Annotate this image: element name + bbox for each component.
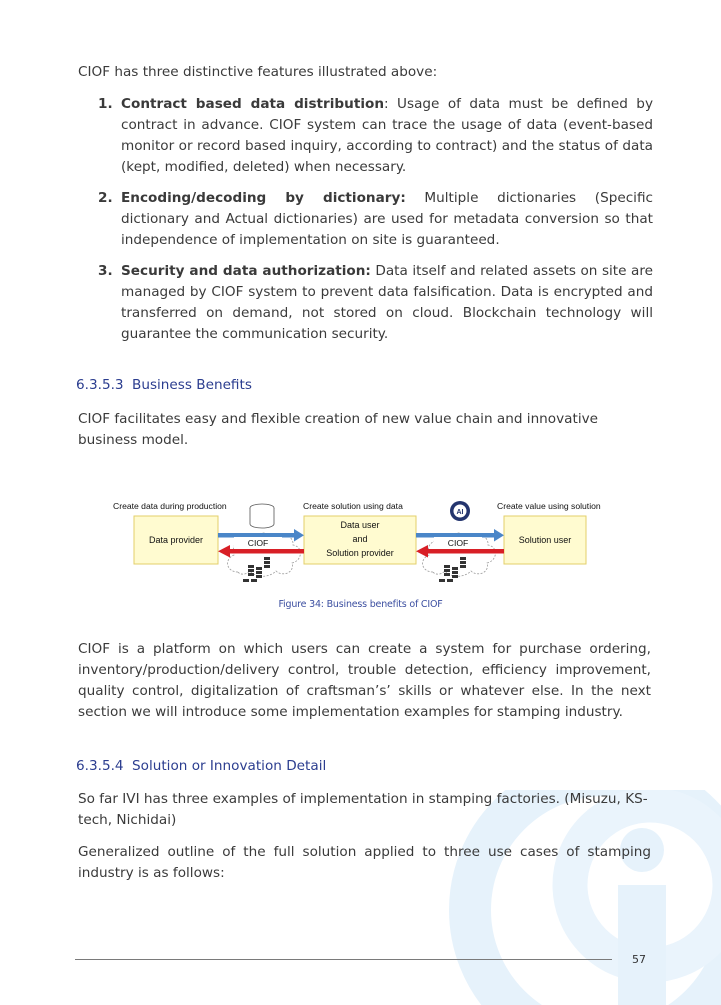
section-heading-business-benefits	[76, 377, 252, 393]
feature-title: Contract based data distribution	[121, 96, 384, 112]
feature-text: Multiple dictionaries (Specific dictionary and Actual dictionaries) are used for metadata conversion so that independence of implementation on site is guaranteed.	[121, 190, 653, 248]
figure-label-right: Create value using solution	[497, 501, 601, 511]
feature-item	[98, 188, 653, 251]
intro-paragraph: CIOF has three distinctive features illustrated above:	[78, 64, 438, 80]
feature-text: : Usage of data must be defined by contract in advance. CIOF system can trace the usage of data (event-based monitor or record based inquiry, according to contract) and the status of data (kept, modified, deleted) when necessary.	[121, 96, 653, 175]
data-user-label-line2: and	[352, 534, 368, 544]
outline-paragraph: Generalized outline of the full solution applied to three use cases of stamping industry is as follows:	[78, 844, 651, 881]
feature-number: 3.	[98, 263, 113, 279]
section-title: Business Benefits	[132, 377, 252, 393]
figure-label-left: Create data during production	[113, 501, 227, 511]
features-list	[98, 94, 653, 345]
section-heading-solution-detail	[76, 758, 326, 774]
ciof-right-label: CIOF	[447, 538, 469, 548]
solution-user-label: Solution user	[518, 535, 572, 545]
data-user-label-line1: Data user	[340, 520, 380, 530]
platform-paragraph: CIOF is a platform on which users can create a system for purchase ordering, inventory/production/delivery control, trouble detection, efficiency improvement, quality control, digitalization of craftsman’s’ skills or whatever else. In the next section we will introduce some implementation examples for stamping industry.	[78, 641, 651, 720]
section-number: 6.3.5.4	[76, 758, 124, 774]
business-benefits-figure	[108, 497, 618, 597]
feature-number: 2.	[98, 190, 113, 206]
feature-item	[98, 94, 653, 178]
page-number: 57	[632, 953, 646, 966]
section-title: Solution or Innovation Detail	[132, 758, 327, 774]
feature-number: 1.	[98, 96, 113, 112]
examples-paragraph: So far IVI has three examples of implementation in stamping factories. (Misuzu, KS-tech, Nichidai)	[78, 791, 648, 828]
ai-label: AI	[456, 509, 464, 516]
feature-title: Encoding/decoding by dictionary:	[121, 190, 406, 206]
footer-divider	[75, 959, 612, 960]
benefits-paragraph: CIOF facilitates easy and flexible creation of new value chain and innovative business model.	[78, 411, 599, 448]
database-icon	[250, 504, 274, 528]
figure-caption: Figure 34: Business benefits of CIOF	[278, 599, 443, 610]
section-number: 6.3.5.3	[76, 377, 124, 393]
ciof-left-label: CIOF	[247, 538, 269, 548]
data-provider-label: Data provider	[148, 535, 204, 545]
data-user-label-line3: Solution provider	[326, 548, 394, 558]
feature-text: Data itself and related assets on site are managed by CIOF system to prevent data falsification. Data is encrypted and transferred on demand, not stored on cloud. Blockchain technology will guarantee the communication security.	[121, 263, 653, 342]
feature-title: Security and data authorization:	[121, 263, 371, 279]
feature-item	[98, 261, 653, 345]
ai-brain-icon	[450, 501, 470, 521]
figure-label-mid: Create solution using data	[303, 501, 403, 511]
